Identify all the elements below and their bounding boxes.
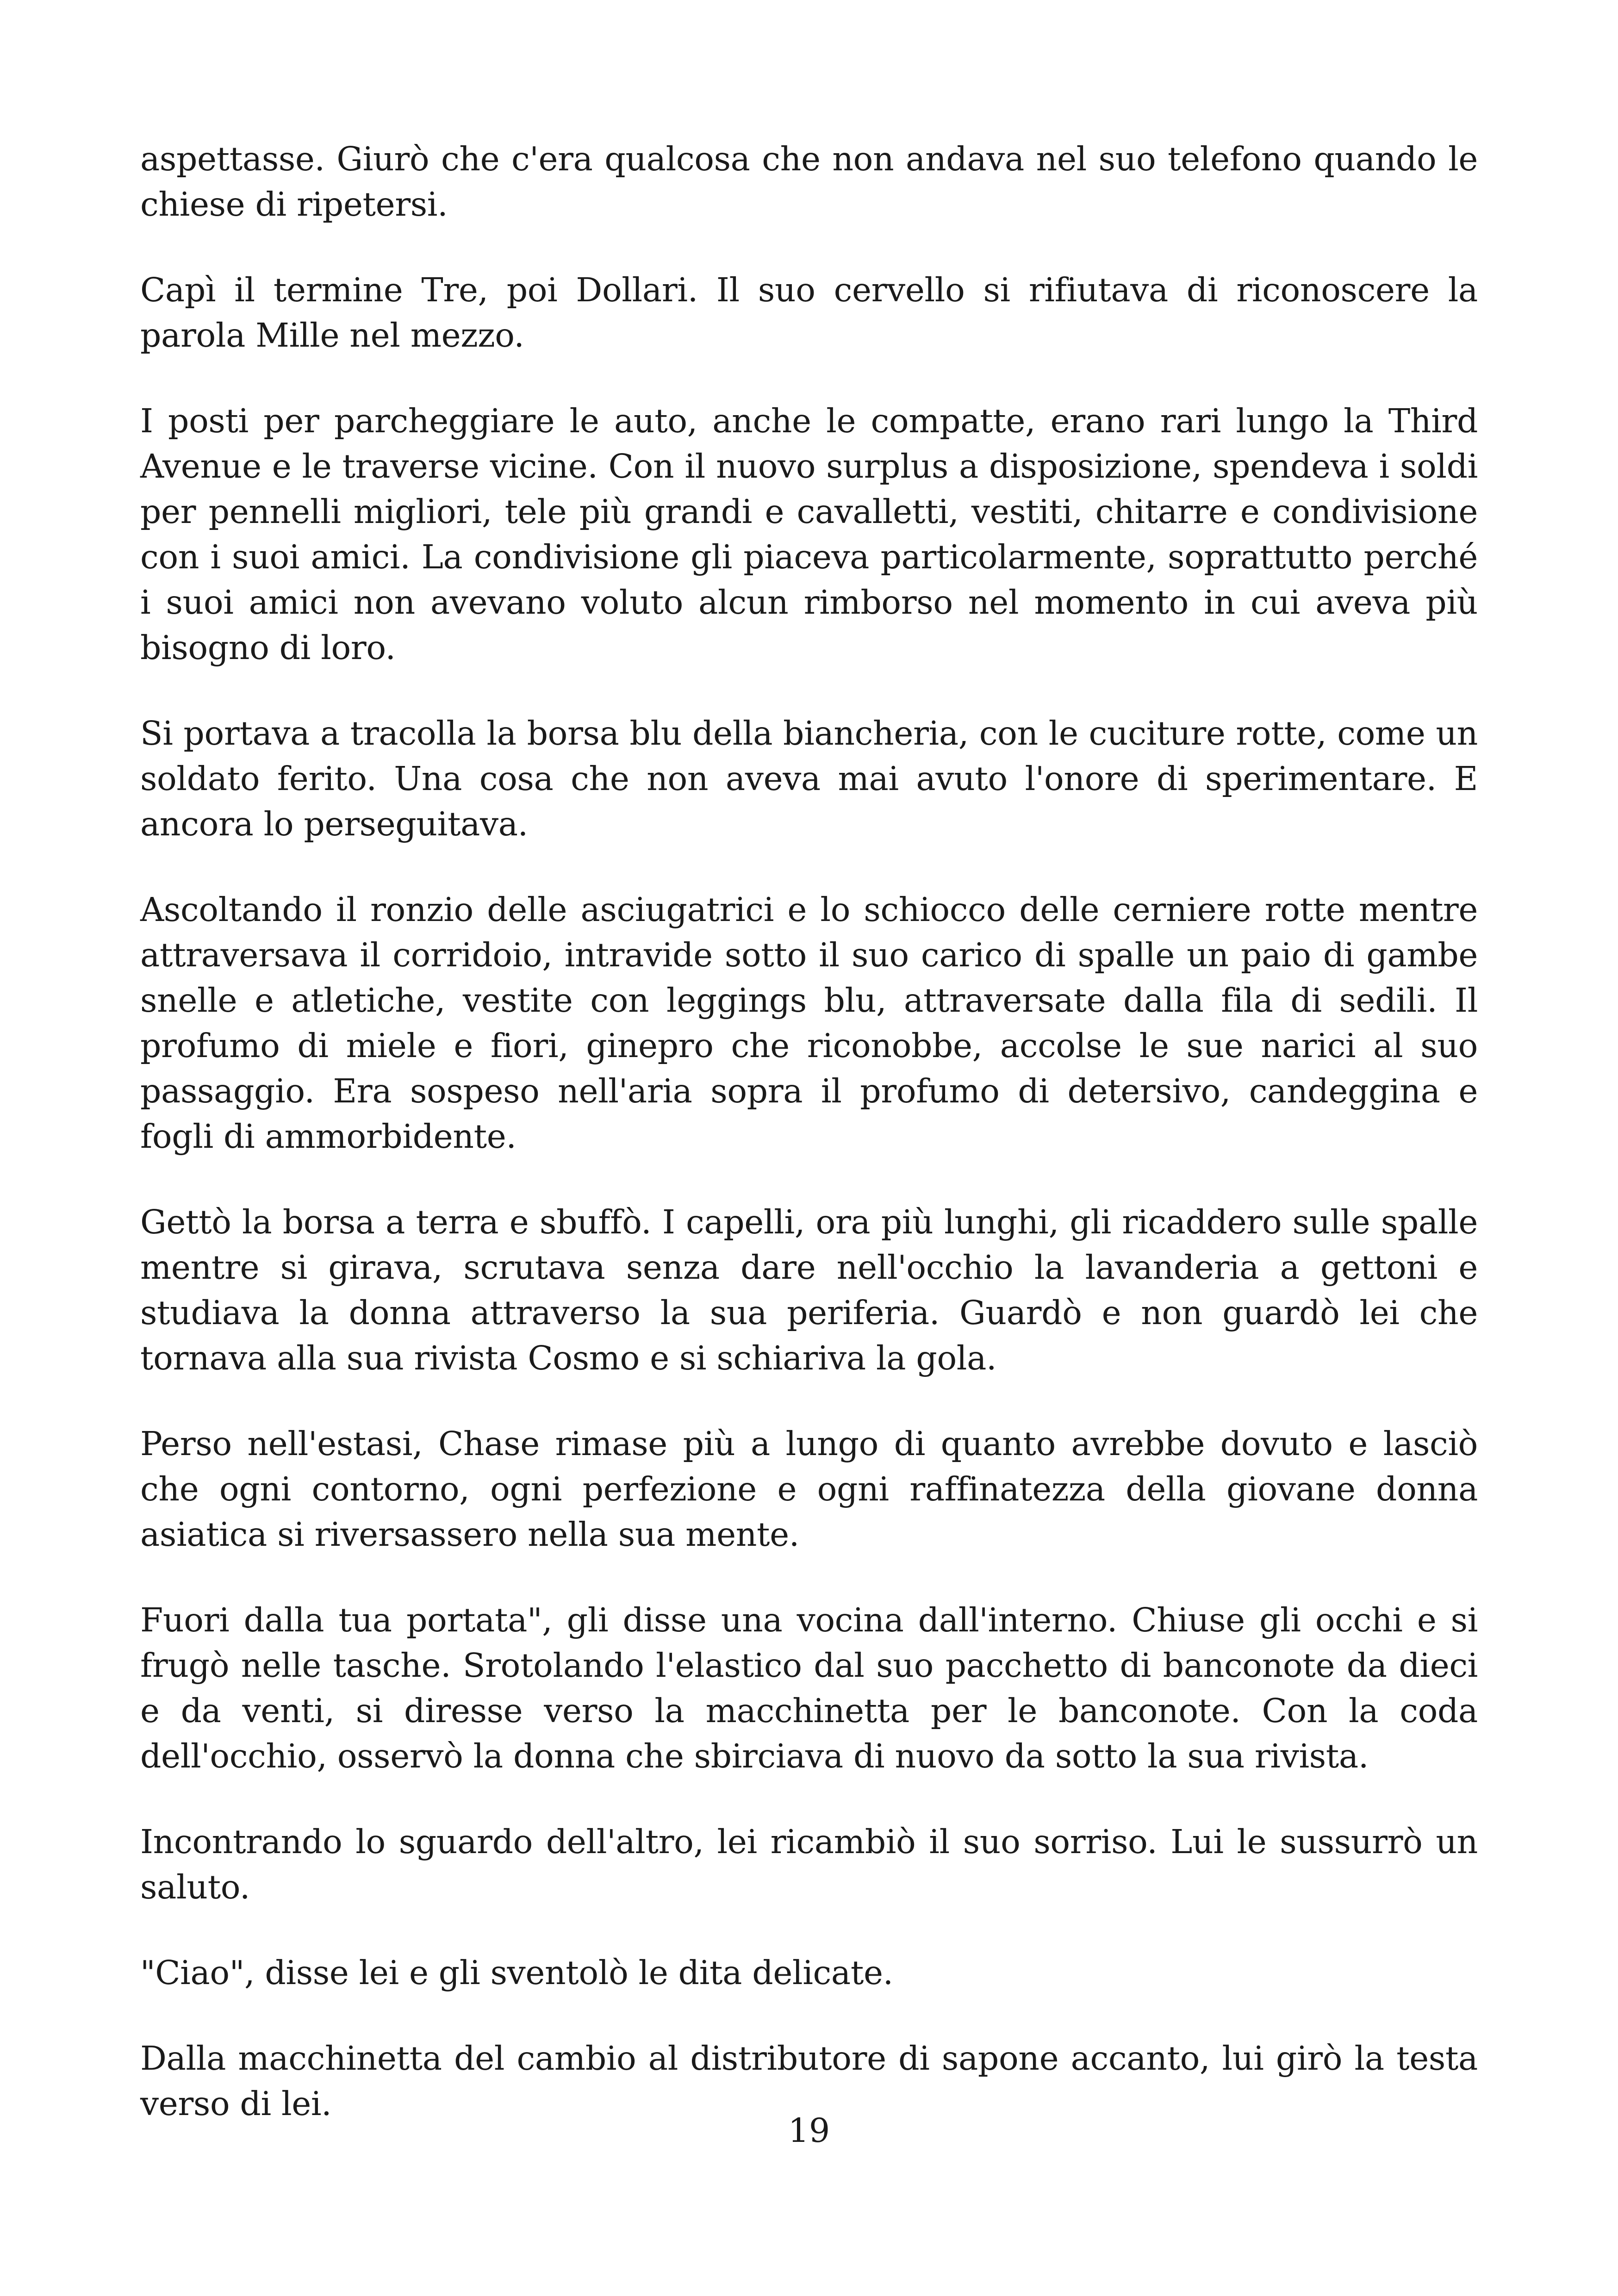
paragraph: Gettò la borsa a terra e sbuffò. I capelli, ora più lunghi, gli ricaddero sulle spalle mentre si girava, scrutava senza dare nell'occhio la lavanderia a gettoni e studiava la donna attraverso la sua periferia. Guardò e non guardò lei che tornava alla sua rivista Cosmo e si schiariva la gola. <box>140 1203 1478 1377</box>
paragraph: aspettasse. Giurò che c'era qualcosa che non andava nel suo telefono quando le chiese di ripetersi. <box>140 140 1478 224</box>
paragraph: Capì il termine Tre, poi Dollari. Il suo cervello si rifiutava di riconoscere la parola Mille nel mezzo. <box>140 271 1478 355</box>
page-body <box>140 137 1478 2127</box>
paragraph: Incontrando lo sguardo dell'altro, lei ricambiò il suo sorriso. Lui le sussurrò un saluto. <box>140 1823 1478 1906</box>
paragraph: Dalla macchinetta del cambio al distributore di sapone accanto, lui girò la testa verso di lei. <box>140 2039 1478 2123</box>
paragraph: Si portava a tracolla la borsa blu della biancheria, con le cuciture rotte, come un soldato ferito. Una cosa che non aveva mai avuto l'onore di sperimentare. E ancora lo perseguitava. <box>140 714 1478 843</box>
paragraph: Perso nell'estasi, Chase rimase più a lungo di quanto avrebbe dovuto e lasciò che ogni contorno, ogni perfezione e ogni raffinatezza della giovane donna asiatica si riversassero nella sua mente. <box>140 1425 1478 1554</box>
paragraph: Fuori dalla tua portata", gli disse una vocina dall'interno. Chiuse gli occhi e si frugò nelle tasche. Srotolando l'elastico dal suo pacchetto di banconote da dieci e da venti, si diresse verso la macchinetta per le banconote. Con la coda dell'occhio, osservò la donna che sbirciava di nuovo da sotto la sua rivista. <box>140 1601 1478 1775</box>
page-number: 19 <box>788 2111 830 2150</box>
paragraph: Ascoltando il ronzio delle asciugatrici e lo schiocco delle cerniere rotte mentre attraversava il corridoio, intravide sotto il suo carico di spalle un paio di gambe snelle e atletiche, vestite con leggings blu, attraversate dalla fila di sedili. Il profumo di miele e fiori, ginepro che riconobbe, accolse le sue narici al suo passaggio. Era sospeso nell'aria sopra il profumo di detersivo, candeggina e fogli di ammorbidente. <box>140 890 1478 1156</box>
paragraph: I posti per parcheggiare le auto, anche le compatte, erano rari lungo la Third Avenue e le traverse vicine. Con il nuovo surplus a disposizione, spendeva i soldi per pennelli migliori, tele più grandi e cavalletti, vestiti, chitarre e condivisione con i suoi amici. La condivisione gli piaceva particolarmente, soprattutto perché i suoi amici non avevano voluto alcun rimborso nel momento in cui aveva più bisogno di loro. <box>140 402 1478 667</box>
paragraph: "Ciao", disse lei e gli sventolò le dita delicate. <box>140 1954 893 1992</box>
